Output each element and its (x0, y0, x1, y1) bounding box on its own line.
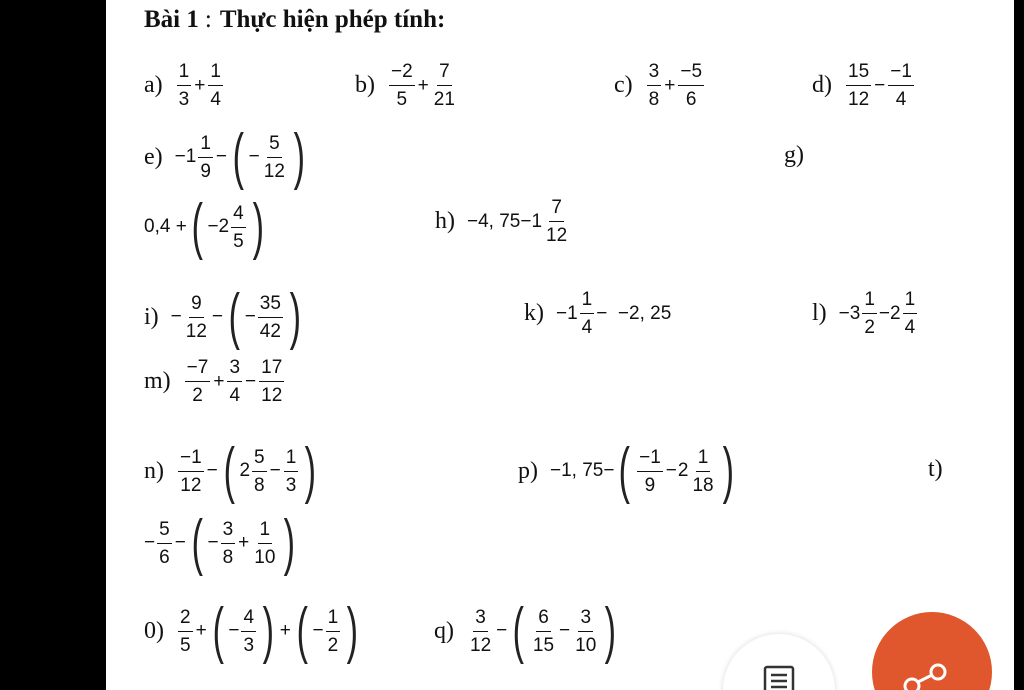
problem-label: p) (518, 457, 538, 484)
problem-label: m) (144, 368, 171, 394)
problem-d (812, 62, 916, 109)
problem-label: c) (614, 72, 633, 98)
exercise-title (144, 6, 445, 34)
problem-n (144, 436, 321, 505)
expression: −1, 75− ( $\frac{-1}{9}$ − 2 $\frac{1}{18}$ ) (550, 436, 734, 505)
problem-label: k) (524, 300, 544, 326)
expression: $\frac{15}{12}$ − $\frac{-1}{4}$ (848, 61, 912, 110)
problem-p (518, 436, 738, 505)
problem-label: l) (812, 300, 827, 326)
expression: $\frac{2}{5}$ + ( − $\frac{4}{3}$ ) + ( − $\frac{1}{2}$ ) (180, 596, 359, 665)
problem-label: t) (928, 456, 943, 482)
title-colon: : (204, 6, 212, 33)
exercise-instruction: Thực hiện phép tính: (219, 6, 446, 33)
expression: $\frac{-7}{2}$ + $\frac{3}{4}$ − $\frac{17}{12}$ (186, 357, 283, 406)
expression: −4, 75−1 $\frac{7}{12}$ (467, 197, 568, 246)
problem-k (524, 290, 671, 337)
worksheet (106, 0, 1014, 690)
problem-e (144, 122, 310, 191)
problem-t-expression (144, 508, 300, 577)
problem-g (784, 142, 816, 169)
problem-m (144, 358, 286, 405)
problem-b (355, 62, 459, 109)
expression: −3 $\frac{1}{2}$ −2 $\frac{1}{4}$ (838, 289, 916, 338)
problem-label: b) (355, 72, 375, 98)
exercise-number: Bài 1 (144, 6, 199, 33)
problem-label: g) (784, 142, 804, 168)
problem-label: q) (434, 617, 454, 644)
fraction: $\frac{1}{4}$ (210, 61, 221, 110)
share-button[interactable] (872, 612, 992, 690)
problem-i (144, 282, 306, 351)
expression: − $\frac{9}{12}$ − ( − $\frac{35}{42}$ ) (170, 282, 301, 351)
problem-label: n) (144, 457, 164, 484)
expression: 0,4 + ( −2 $\frac{4}{5}$ ) (144, 192, 264, 261)
expression: $\frac{-2}{5}$ + $\frac{7}{21}$ (391, 61, 455, 110)
expression: − $\frac{5}{6}$ − ( − $\frac{3}{8}$ + $\frac{1}{10}$ ) (144, 508, 296, 577)
problem-l (812, 290, 919, 337)
expression: $\frac{3}{8}$ + $\frac{-5}{6}$ (648, 61, 703, 110)
expression: −1 $\frac{1}{4}$ − −2, 25 (556, 289, 672, 338)
problem-label: 0) (144, 617, 164, 644)
problem-label: h) (435, 208, 455, 234)
share-icon (900, 662, 950, 690)
expression: $\frac{3}{12}$ − ( $\frac{6}{15}$ − $\frac{3}{10}$ ) (470, 596, 617, 665)
document-button[interactable] (723, 634, 835, 690)
document-icon (763, 665, 795, 690)
problem-label: d) (812, 72, 832, 98)
fraction: $\frac{1}{3}$ (178, 61, 190, 110)
problem-0 (144, 596, 363, 665)
expression: $\frac{-1}{12}$ − ( 2 $\frac{5}{8}$ − $\frac{1}{3}$ ) (180, 436, 317, 505)
problem-q (434, 596, 621, 665)
problem-t (928, 456, 955, 483)
problem-label: i) (144, 303, 159, 330)
problem-label: a) (144, 72, 163, 98)
expression: $\frac{1}{3}$ + $\frac{1}{4}$ (178, 61, 221, 110)
problem-h (435, 198, 571, 245)
problem-label: e) (144, 143, 163, 170)
expression: −1 $\frac{1}{9}$ − ( − $\frac{5}{12}$ ) (174, 122, 305, 191)
problem-c (614, 62, 706, 109)
problem-a (144, 62, 225, 109)
problem-g-expression (144, 192, 268, 261)
